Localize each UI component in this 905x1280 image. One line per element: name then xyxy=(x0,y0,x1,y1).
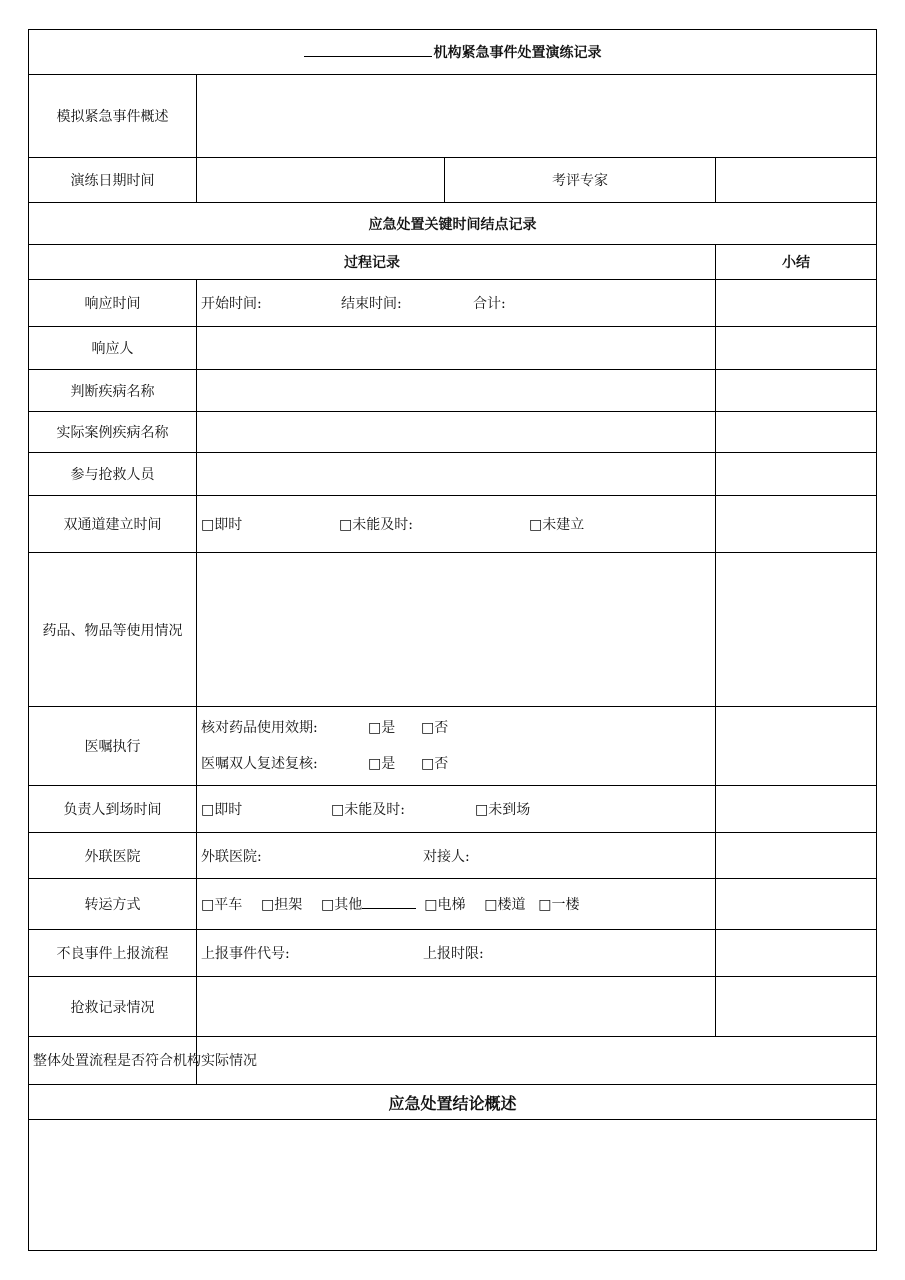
total-text: 合计: xyxy=(473,296,506,312)
other-checkbox[interactable]: □其他 xyxy=(321,897,363,913)
start-time-text: 开始时间: xyxy=(201,296,262,312)
check-expiry-line xyxy=(201,710,711,746)
scenario-label: 模拟紧急事件概述 xyxy=(29,75,197,158)
drill-record-form xyxy=(28,29,877,1251)
response-time-summary[interactable] xyxy=(716,280,877,327)
leader-arrival-label: 负责人到场时间 xyxy=(29,786,197,833)
external-hospital-field[interactable] xyxy=(197,833,716,879)
report-deadline-text: 上报时限: xyxy=(423,946,484,962)
adverse-event-label: 不良事件上报流程 xyxy=(29,930,197,977)
section-conclusion-title: 应急处置结论概述 xyxy=(29,1085,877,1120)
rescuers-label: 参与抢救人员 xyxy=(29,453,197,496)
summary-header: 小结 xyxy=(716,245,877,280)
overall-process-field[interactable] xyxy=(197,1037,877,1085)
overall-process-label: 整体处置流程是否符合机构实际情况 xyxy=(29,1037,197,1085)
diagnosis-field[interactable] xyxy=(197,370,716,412)
external-hospital-label: 外联医院 xyxy=(29,833,197,879)
adverse-event-field[interactable] xyxy=(197,930,716,977)
report-code-text: 上报事件代号: xyxy=(201,946,290,962)
elevator-checkbox[interactable]: □电梯 xyxy=(424,897,466,913)
dual-not-timely-checkbox[interactable]: □未能及时: xyxy=(339,517,413,533)
response-time-label: 响应时间 xyxy=(29,280,197,327)
actual-disease-field[interactable] xyxy=(197,412,716,453)
transport-label: 转运方式 xyxy=(29,879,197,930)
flatcar-checkbox[interactable]: □平车 xyxy=(201,897,243,913)
drill-date-label: 演练日期时间 xyxy=(29,158,197,203)
rescuers-summary[interactable] xyxy=(716,453,877,496)
diagnosis-label: 判断疾病名称 xyxy=(29,370,197,412)
transport-summary[interactable] xyxy=(716,879,877,930)
other-blank[interactable] xyxy=(362,896,416,909)
process-record-header: 过程记录 xyxy=(29,245,716,280)
rescuers-field[interactable] xyxy=(197,453,716,496)
end-time-text: 结束时间: xyxy=(341,296,402,312)
dual-channel-summary[interactable] xyxy=(716,496,877,553)
rescue-record-summary[interactable] xyxy=(716,977,877,1037)
conclusion-field[interactable] xyxy=(29,1120,877,1251)
orders-label: 医嘱执行 xyxy=(29,707,197,786)
actual-disease-summary[interactable] xyxy=(716,412,877,453)
orders-field xyxy=(197,707,716,786)
form-title: 机构紧急事件处置演练记录 xyxy=(29,30,877,75)
drill-date-field[interactable] xyxy=(197,158,445,203)
leader-not-arrived-checkbox[interactable]: □未到场 xyxy=(475,802,531,818)
check-expiry-text: 核对药品使用效期: xyxy=(201,720,318,736)
leader-not-timely-checkbox[interactable]: □未能及时: xyxy=(331,802,405,818)
double-no-checkbox[interactable]: □否 xyxy=(421,756,449,772)
rescue-record-field[interactable] xyxy=(197,977,716,1037)
drugs-field[interactable] xyxy=(197,553,716,707)
stretcher-checkbox[interactable]: □担架 xyxy=(261,897,303,913)
actual-disease-label: 实际案例疾病名称 xyxy=(29,412,197,453)
leader-immediate-checkbox[interactable]: □即时 xyxy=(201,802,243,818)
expert-label: 考评专家 xyxy=(445,158,716,203)
responder-summary[interactable] xyxy=(716,327,877,370)
institution-blank[interactable] xyxy=(304,42,432,57)
rescue-record-label: 抢救记录情况 xyxy=(29,977,197,1037)
first-floor-checkbox[interactable]: □一楼 xyxy=(538,897,580,913)
contact-person-text: 对接人: xyxy=(423,848,470,865)
dual-channel-field xyxy=(197,496,716,553)
section-key-time-nodes-title: 应急处置关键时间结点记录 xyxy=(29,203,877,245)
expert-field[interactable] xyxy=(716,158,877,203)
expiry-yes-checkbox[interactable]: □是 xyxy=(368,720,396,736)
stairs-checkbox[interactable]: □楼道 xyxy=(484,897,526,913)
leader-arrival-summary[interactable] xyxy=(716,786,877,833)
dual-channel-label: 双通道建立时间 xyxy=(29,496,197,553)
external-hospital-text: 外联医院: xyxy=(201,848,262,865)
dual-not-built-checkbox[interactable]: □未建立 xyxy=(529,517,585,533)
double-yes-checkbox[interactable]: □是 xyxy=(368,756,396,772)
drugs-summary[interactable] xyxy=(716,553,877,707)
expiry-no-checkbox[interactable]: □否 xyxy=(421,720,449,736)
leader-arrival-field xyxy=(197,786,716,833)
diagnosis-summary[interactable] xyxy=(716,370,877,412)
double-check-line xyxy=(201,746,711,782)
dual-immediate-checkbox[interactable]: □即时 xyxy=(201,517,243,533)
external-hospital-summary[interactable] xyxy=(716,833,877,879)
transport-field xyxy=(197,879,716,930)
scenario-field[interactable] xyxy=(197,75,877,158)
orders-summary[interactable] xyxy=(716,707,877,786)
drugs-label: 药品、物品等使用情况 xyxy=(29,553,197,707)
responder-field[interactable] xyxy=(197,327,716,370)
response-time-field[interactable] xyxy=(197,280,716,327)
adverse-event-summary[interactable] xyxy=(716,930,877,977)
responder-label: 响应人 xyxy=(29,327,197,370)
double-check-text: 医嘱双人复述复核: xyxy=(201,756,318,772)
